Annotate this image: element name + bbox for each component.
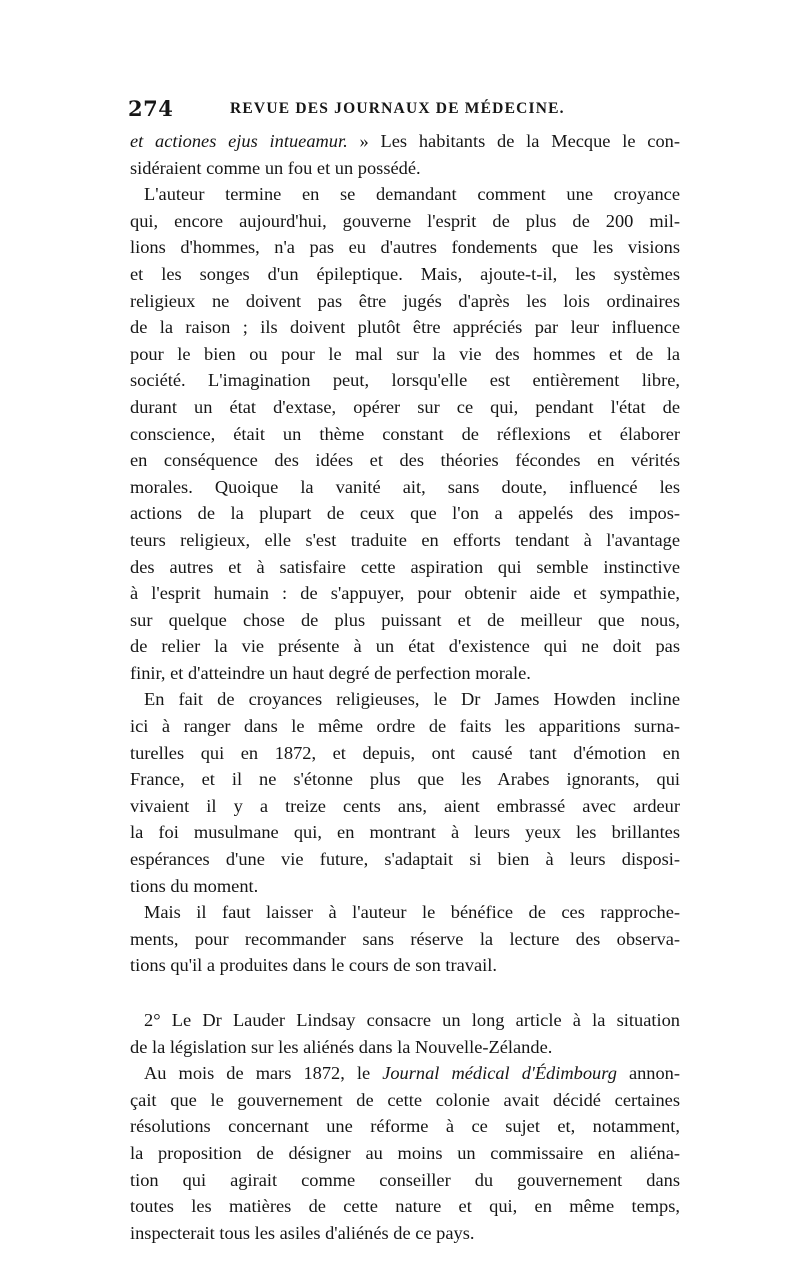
text-line: société. L'imagination peut, lorsqu'elle est entièrement libre, — [130, 370, 680, 391]
text-line: sur quelque chose de plus puissant et de meilleur que nous, — [130, 609, 680, 630]
text-line: tions qu'il a produites dans le cours de son travail. — [130, 955, 497, 976]
text-line: L'auteur termine en se demandant comment une croyance — [144, 184, 680, 205]
text-line: de la législation sur les aliénés dans la Nouvelle-Zélande. — [130, 1036, 553, 1057]
text-line: religieux ne doivent pas être jugés d'après les lois ordinaires — [130, 290, 680, 311]
page-header — [128, 96, 678, 122]
text-line: actions de la plupart de ceux que l'on a appelés des impos- — [130, 503, 680, 524]
text-line: morales. Quoique la vanité ait, sans doute, influencé les — [130, 476, 680, 497]
text-line: et actiones ejus intueamur. » Les habitants de la Mecque le con- — [130, 131, 680, 151]
text-line: turelles qui en 1872, et depuis, ont causé tant d'émotion en — [130, 742, 680, 763]
text-line: inspecterait tous les asiles d'aliénés de ce pays. — [130, 1222, 475, 1243]
text-line: de la raison ; ils doivent plutôt être appréciés par leur influence — [130, 317, 680, 338]
paragraph-gap — [130, 979, 680, 1007]
text-line: finir, et d'atteindre un haut degré de perfection morale. — [130, 662, 531, 683]
text-line: ments, pour recommander sans réserve la lecture des observa- — [130, 928, 680, 949]
text-line: France, et il ne s'étonne plus que les Arabes ignorants, qui — [130, 769, 680, 790]
text-line: tions du moment. — [130, 875, 259, 896]
text-line: tion qui agirait comme conseiller du gouvernement dans — [130, 1169, 680, 1190]
text-line: durant un état d'extase, opérer sur ce qui, pendant l'état de — [130, 396, 680, 417]
text-line: résolutions concernant une réforme à ce sujet et, notamment, — [130, 1116, 680, 1137]
text-line: Mais il faut laisser à l'auteur le bénéfice de ces rapproche- — [144, 902, 680, 923]
text-line: pour le bien ou pour le mal sur la vie des hommes et de la — [130, 343, 680, 364]
text-line: et les songes d'un épileptique. Mais, ajoute-t-il, les systèmes — [130, 263, 680, 284]
text-line: 2° Le Dr Lauder Lindsay consacre un long article à la situation — [144, 1010, 680, 1030]
text-line: qui, encore aujourd'hui, gouverne l'esprit de plus de 200 mil- — [130, 210, 680, 231]
text-line: sidéraient comme un fou et un possédé. — [130, 157, 421, 178]
running-head: REVUE DES JOURNAUX DE MÉDECINE. — [230, 100, 565, 117]
text-line: espérances d'une vie future, s'adaptait si bien à leurs disposi- — [130, 849, 680, 870]
text-line: en conséquence des idées et des théories fécondes en vérités — [130, 450, 680, 471]
text-line: toutes les matières de cette nature et qui, en même temps, — [130, 1196, 680, 1217]
text-line: la foi musulmane qui, en montrant à leurs yeux les brillantes — [130, 822, 680, 843]
text-line: lions d'hommes, n'a pas eu d'autres fondements que les visions — [130, 237, 680, 258]
text-line: çait que le gouvernement de cette colonie avait décidé certaines — [130, 1089, 680, 1110]
text-line: teurs religieux, elle s'est traduite en efforts tendant à l'avantage — [130, 529, 680, 550]
text-line: vivaient il y a treize cents ans, aient embrassé avec ardeur — [130, 795, 680, 816]
text-line: Au mois de mars 1872, le Journal médical d'Édimbourg annon- — [144, 1063, 681, 1084]
text-line: des autres et à satisfaire cette aspiration qui semble instinctive — [130, 556, 680, 577]
text-line: En fait de croyances religieuses, le Dr James Howden incline — [144, 689, 680, 710]
text-line: conscience, était un thème constant de réflexions et élaborer — [130, 423, 680, 444]
page-number: 274 — [128, 96, 174, 121]
text-line: à l'esprit humain : de s'appuyer, pour obtenir aide et sympathie, — [130, 583, 680, 604]
text-line: la proposition de désigner au moins un commissaire en aliéna- — [130, 1142, 680, 1163]
text-line: ici à ranger dans le même ordre de faits les apparitions surna- — [130, 716, 680, 737]
body-text — [130, 128, 680, 1246]
text-line: de relier la vie présente à un état d'existence qui ne doit pas — [130, 636, 680, 657]
